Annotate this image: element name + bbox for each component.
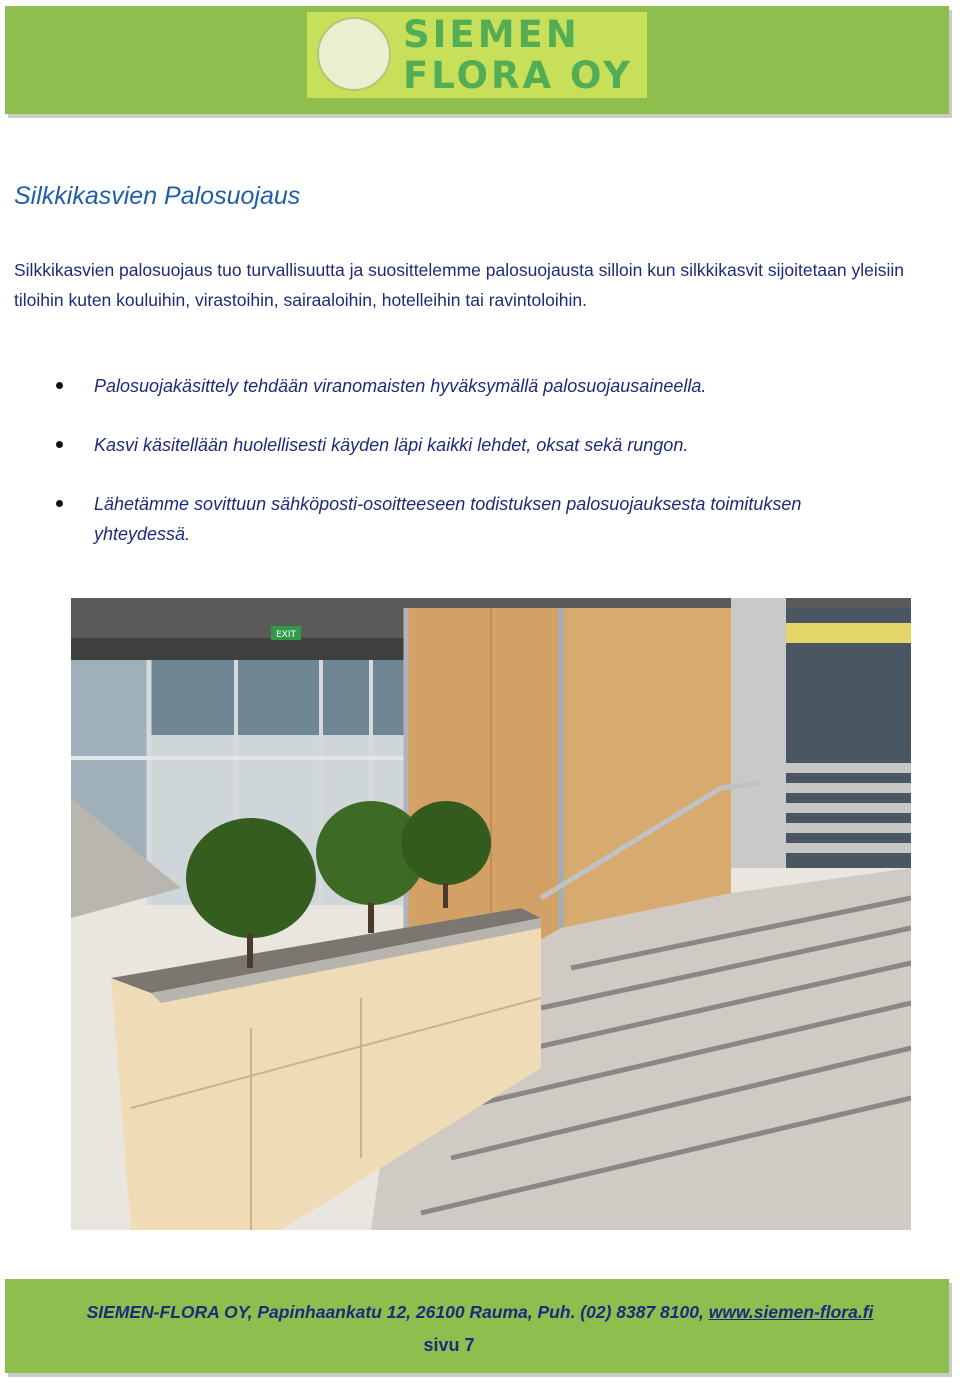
logo-circle-icon xyxy=(317,17,391,91)
page-number: sivu 7 xyxy=(423,1335,475,1355)
list-item xyxy=(0,489,884,549)
feature-list xyxy=(0,371,960,549)
bullet-icon xyxy=(56,382,63,389)
bullet-icon xyxy=(56,441,63,448)
logo-text: SIEMEN FLORA OY xyxy=(403,13,633,97)
footer-band xyxy=(5,1279,949,1373)
list-item xyxy=(0,430,884,460)
exit-sign-text: EXIT xyxy=(275,630,297,640)
company-logo xyxy=(307,12,647,98)
lobby-planter-photo xyxy=(71,598,911,1230)
list-item xyxy=(0,371,884,401)
photo-illustration xyxy=(71,598,911,1230)
bullet-icon xyxy=(56,500,63,507)
list-item-text: Lähetämme sovittuun sähköposti-osoitteeseen todistuksen palosuojauksesta toimituksen yhteydessä. xyxy=(94,494,802,544)
list-item-text: Kasvi käsitellään huolellisesti käyden läpi kaikki lehdet, oksat sekä rungon. xyxy=(94,435,689,455)
intro-paragraph: Silkkikasvien palosuojaus tuo turvallisuutta ja suosittelemme palosuojausta silloin kun silkkikasvit sijoitetaan yleisiin tiloihin kuten kouluihin, virastoihin, sairaaloihin, hotelleihin tai ravintoloihin. xyxy=(14,260,905,310)
list-item-text: Palosuojakäsittely tehdään viranomaisten hyväksymällä palosuojausaineella. xyxy=(94,376,707,396)
website-link[interactable]: www.siemen-flora.fi xyxy=(708,1302,874,1322)
footer-contact xyxy=(0,1302,960,1323)
footer-company: SIEMEN-FLORA OY, Papinhaankatu 12, 26100 Rauma, Puh. (02) 8387 8100, xyxy=(86,1302,704,1322)
page-title: Silkkikasvien Palosuojaus xyxy=(14,182,301,210)
